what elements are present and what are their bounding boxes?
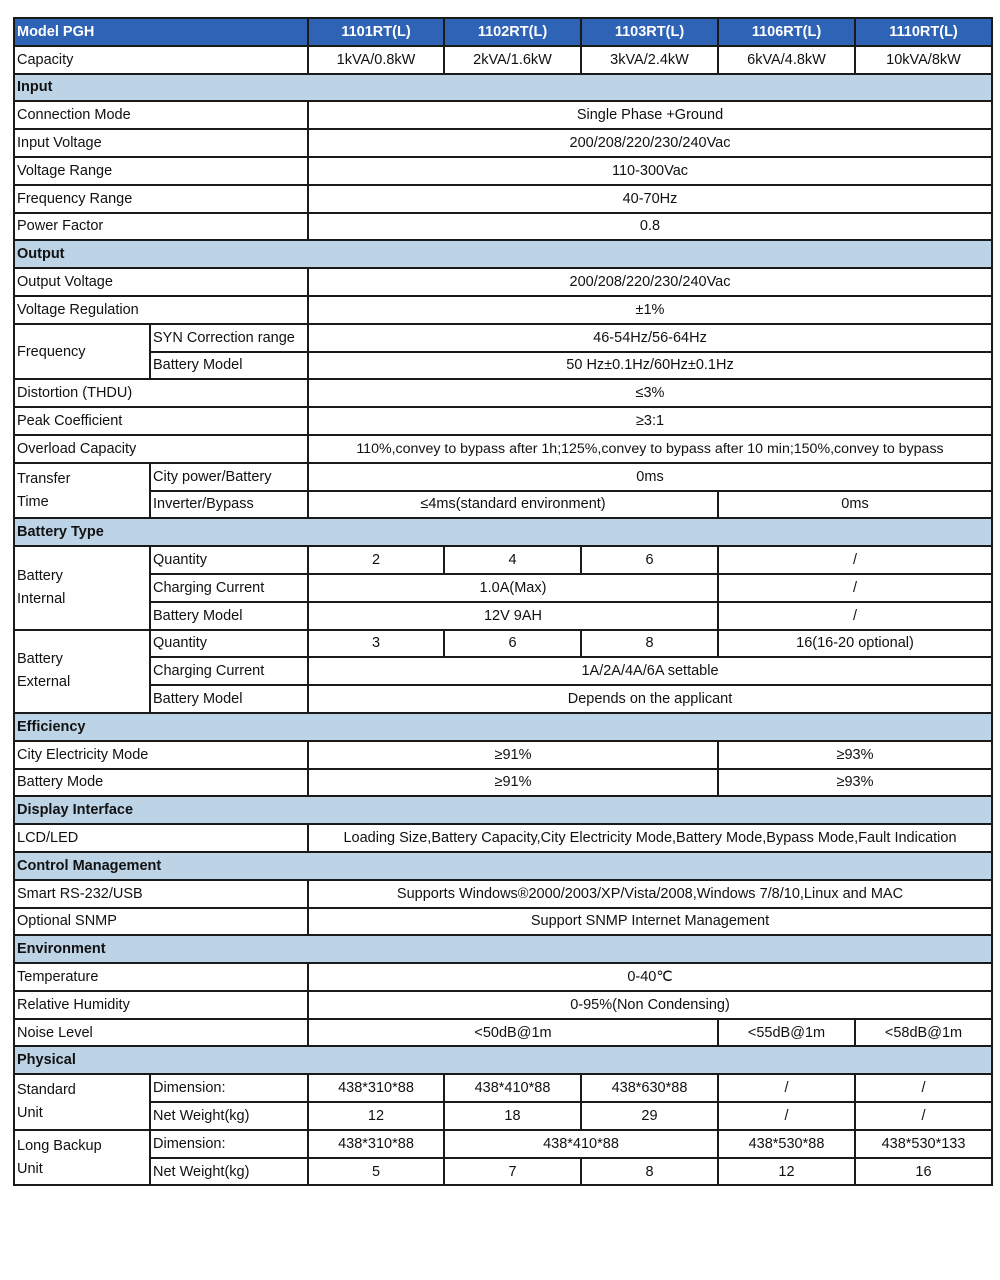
section-header-input [14, 74, 992, 102]
cell-value: ≥91% [308, 769, 718, 797]
table-row [14, 491, 992, 519]
label-line: Internal [17, 590, 66, 607]
cell-value: 438*630*88 [581, 1074, 718, 1102]
cell-value: 50 Hz±0.1Hz/60Hz±0.1Hz [308, 352, 992, 380]
cell-value: 12 [718, 1158, 855, 1186]
row-label: Frequency Range [14, 185, 308, 213]
table-row [14, 324, 992, 352]
cell-value: 0-40℃ [308, 963, 992, 991]
table-row [14, 435, 992, 463]
table-row [14, 1019, 992, 1047]
section-header-physical [14, 1046, 992, 1074]
table-row [14, 185, 992, 213]
label-line: Battery [17, 651, 63, 668]
table-row [14, 129, 992, 157]
label-line: Standard [17, 1082, 76, 1099]
cell-value: 110%,convey to bypass after 1h;125%,convey to bypass after 10 min;150%,convey to bypass [308, 435, 992, 463]
cell-value: <55dB@1m [718, 1019, 855, 1047]
row-label: Battery Mode [14, 769, 308, 797]
section-header-battery [14, 518, 992, 546]
cell-value: 16 [855, 1158, 992, 1186]
table-row [14, 157, 992, 185]
row-sublabel: Inverter/Bypass [150, 491, 308, 519]
row-label: Optional SNMP [14, 908, 308, 936]
cell-value: <50dB@1m [308, 1019, 718, 1047]
cell-value: / [718, 602, 992, 630]
row-label: Power Factor [14, 213, 308, 241]
cell-value: 438*530*133 [855, 1130, 992, 1158]
cell-value: ≤3% [308, 379, 992, 407]
model-label: Model PGH [14, 18, 308, 46]
section-header-output [14, 240, 992, 268]
cell-value: 46-54Hz/56-64Hz [308, 324, 992, 352]
cell-value: 18 [444, 1102, 581, 1130]
table-row [14, 630, 992, 658]
table-row [14, 407, 992, 435]
row-label: Voltage Range [14, 157, 308, 185]
section-header-control [14, 852, 992, 880]
table-row [14, 1074, 992, 1102]
cell-value: 438*310*88 [308, 1074, 444, 1102]
row-label: Voltage Regulation [14, 296, 308, 324]
cell-value: 438*530*88 [718, 1130, 855, 1158]
capacity-row [14, 46, 992, 74]
section-title: Efficiency [14, 713, 992, 741]
cell-value: 200/208/220/230/240Vac [308, 268, 992, 296]
table-row [14, 213, 992, 241]
cell-value: / [718, 1074, 855, 1102]
table-row [14, 908, 992, 936]
cell-value: 438*410*88 [444, 1074, 581, 1102]
cell-value: Supports Windows®2000/2003/XP/Vista/2008,Windows 7/8/10,Linux and MAC [308, 880, 992, 908]
model-header: 1103RT(L) [581, 18, 718, 46]
cell-value: 5 [308, 1158, 444, 1186]
cell-value: 6 [581, 546, 718, 574]
section-header-display [14, 796, 992, 824]
table-row [14, 1158, 992, 1186]
cell-value: / [718, 1102, 855, 1130]
row-label: Output Voltage [14, 268, 308, 296]
cell-value: ≥91% [308, 741, 718, 769]
table-row [14, 657, 992, 685]
section-title: Environment [14, 935, 992, 963]
row-sublabel: Quantity [150, 546, 308, 574]
cell-value: 12 [308, 1102, 444, 1130]
table-row [14, 880, 992, 908]
cell-value: 0.8 [308, 213, 992, 241]
cell-value: 4 [444, 546, 581, 574]
cell-value: 0-95%(Non Condensing) [308, 991, 992, 1019]
table-row [14, 296, 992, 324]
row-sublabel: Battery Model [150, 352, 308, 380]
cell-value: 40-70Hz [308, 185, 992, 213]
cell-value: 2 [308, 546, 444, 574]
cell-value: 7 [444, 1158, 581, 1186]
cell-value: 1A/2A/4A/6A settable [308, 657, 992, 685]
row-label: Connection Mode [14, 101, 308, 129]
cell-value: 3 [308, 630, 444, 658]
table-row [14, 1102, 992, 1130]
cell-value: Support SNMP Internet Management [308, 908, 992, 936]
cell-value: 0ms [308, 463, 992, 491]
table-row [14, 685, 992, 713]
cell-value: 16(16-20 optional) [718, 630, 992, 658]
row-sublabel: SYN Correction range [150, 324, 308, 352]
table-row [14, 546, 992, 574]
cell-value: / [718, 546, 992, 574]
label-line: Unit [17, 1160, 43, 1177]
row-label: LCD/LED [14, 824, 308, 852]
cell-value: 8 [581, 1158, 718, 1186]
cell-value: ≥3:1 [308, 407, 992, 435]
row-label: City Electricity Mode [14, 741, 308, 769]
cell-value: 3kVA/2.4kW [581, 46, 718, 74]
row-label: Smart RS-232/USB [14, 880, 308, 908]
cell-value: 438*410*88 [444, 1130, 718, 1158]
table-row [14, 602, 992, 630]
header-row [14, 18, 992, 46]
row-sublabel: Battery Model [150, 685, 308, 713]
label-line: Transfer [17, 470, 71, 487]
section-title: Control Management [14, 852, 992, 880]
cell-value: 438*310*88 [308, 1130, 444, 1158]
cell-value: ≥93% [718, 741, 992, 769]
section-header-efficiency [14, 713, 992, 741]
cell-value: 29 [581, 1102, 718, 1130]
table-row [14, 101, 992, 129]
model-header: 1110RT(L) [855, 18, 992, 46]
row-label: Overload Capacity [14, 435, 308, 463]
cell-value: / [855, 1102, 992, 1130]
cell-value: ±1% [308, 296, 992, 324]
row-sublabel: Battery Model [150, 602, 308, 630]
cell-value: 110-300Vac [308, 157, 992, 185]
cell-value: 6kVA/4.8kW [718, 46, 855, 74]
row-label: Relative Humidity [14, 991, 308, 1019]
cell-value: 8 [581, 630, 718, 658]
row-group-label [14, 630, 150, 713]
cell-value: 1.0A(Max) [308, 574, 718, 602]
table-row [14, 574, 992, 602]
cell-value: / [718, 574, 992, 602]
row-sublabel: Net Weight(kg) [150, 1102, 308, 1130]
cell-value: Loading Size,Battery Capacity,City Electricity Mode,Battery Mode,Bypass Mode,Fault Indication [308, 824, 992, 852]
cell-value: 1kVA/0.8kW [308, 46, 444, 74]
cell-value: 200/208/220/230/240Vac [308, 129, 992, 157]
row-label: Capacity [14, 46, 308, 74]
row-group-label [14, 463, 150, 519]
cell-value: / [855, 1074, 992, 1102]
cell-value: <58dB@1m [855, 1019, 992, 1047]
row-label: Temperature [14, 963, 308, 991]
row-sublabel: Charging Current [150, 574, 308, 602]
section-header-environment [14, 935, 992, 963]
table-row [14, 379, 992, 407]
section-title: Input [14, 74, 992, 102]
row-sublabel: City power/Battery [150, 463, 308, 491]
cell-value: ≤4ms(standard environment) [308, 491, 718, 519]
section-title: Display Interface [14, 796, 992, 824]
spec-table [13, 17, 993, 1186]
row-sublabel: Charging Current [150, 657, 308, 685]
row-group-label [14, 546, 150, 629]
row-sublabel: Net Weight(kg) [150, 1158, 308, 1186]
cell-value: Single Phase +Ground [308, 101, 992, 129]
cell-value: 6 [444, 630, 581, 658]
cell-value: 2kVA/1.6kW [444, 46, 581, 74]
label-line: Battery [17, 567, 63, 584]
table-row [14, 991, 992, 1019]
cell-value: ≥93% [718, 769, 992, 797]
label-line: External [17, 674, 71, 691]
row-sublabel: Dimension: [150, 1130, 308, 1158]
row-group-label: Frequency [14, 324, 150, 380]
section-title: Physical [14, 1046, 992, 1074]
section-title: Output [14, 240, 992, 268]
table-row [14, 1130, 992, 1158]
row-label: Distortion (THDU) [14, 379, 308, 407]
row-group-label [14, 1130, 150, 1186]
cell-value: 10kVA/8kW [855, 46, 992, 74]
table-row [14, 741, 992, 769]
table-row [14, 352, 992, 380]
table-row [14, 963, 992, 991]
label-line: Long Backup [17, 1137, 102, 1154]
cell-value: Depends on the applicant [308, 685, 992, 713]
cell-value: 12V 9AH [308, 602, 718, 630]
row-label: Noise Level [14, 1019, 308, 1047]
model-header: 1102RT(L) [444, 18, 581, 46]
row-group-label [14, 1074, 150, 1130]
table-row [14, 268, 992, 296]
table-row [14, 824, 992, 852]
cell-value: 0ms [718, 491, 992, 519]
model-header: 1106RT(L) [718, 18, 855, 46]
model-header: 1101RT(L) [308, 18, 444, 46]
row-label: Peak Coefficient [14, 407, 308, 435]
table-row [14, 769, 992, 797]
row-label: Input Voltage [14, 129, 308, 157]
label-line: Time [17, 493, 49, 510]
section-title: Battery Type [14, 518, 992, 546]
row-sublabel: Quantity [150, 630, 308, 658]
table-row [14, 463, 992, 491]
row-sublabel: Dimension: [150, 1074, 308, 1102]
label-line: Unit [17, 1105, 43, 1122]
